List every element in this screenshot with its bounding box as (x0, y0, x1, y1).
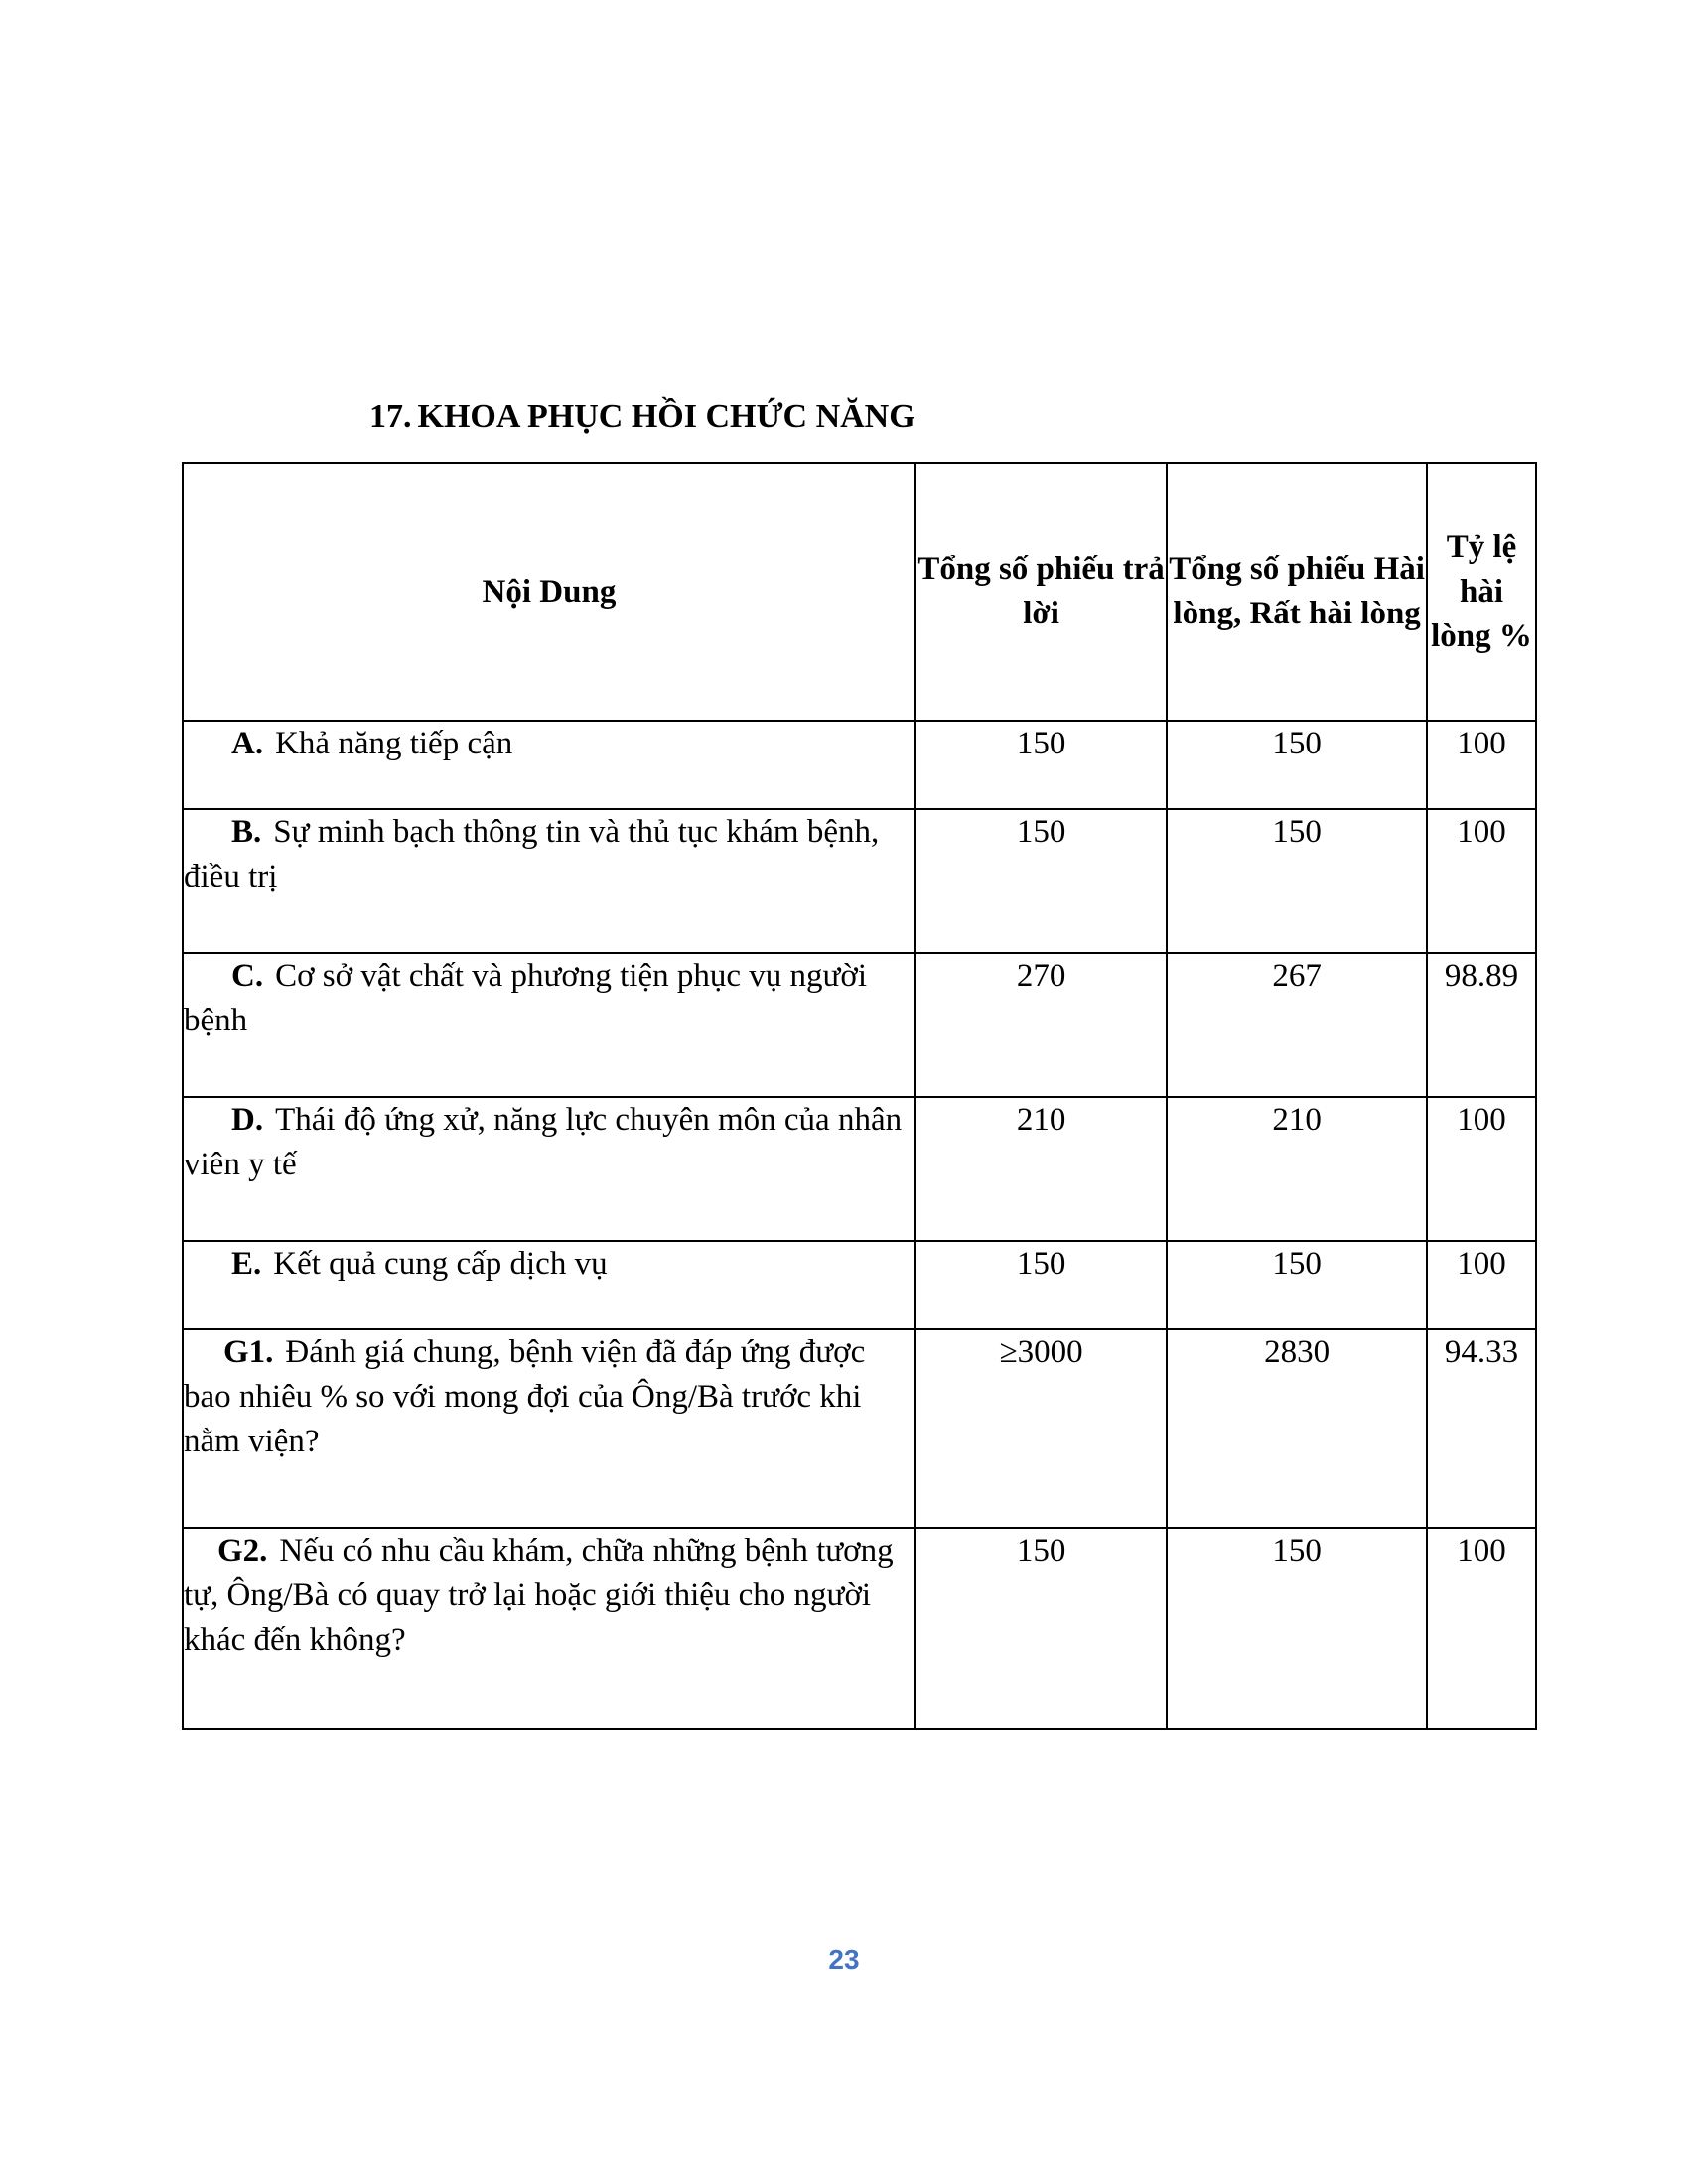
row-satisfied: 150 (1167, 721, 1427, 809)
table-row (183, 1097, 1536, 1241)
row-code: G2. (217, 1533, 268, 1569)
row-satisfied: 210 (1167, 1097, 1427, 1241)
table-row (183, 809, 1536, 953)
table-row (183, 721, 1536, 809)
row-code: D. (231, 1102, 264, 1138)
section-title-text: KHOA PHỤC HỒI CHỨC NĂNG (417, 398, 915, 435)
header-content: Nội Dung (183, 463, 915, 721)
row-total: 210 (915, 1097, 1167, 1241)
row-satisfied: 150 (1167, 809, 1427, 953)
row-text: Nếu có nhu cầu khám, chữa những bệnh tương tự, Ông/Bà có quay trở lại hoặc giới thiệu cho người khác đến không? (184, 1533, 894, 1658)
row-content (183, 1097, 915, 1241)
row-total: 270 (915, 953, 1167, 1097)
header-total-responses: Tổng số phiếu trả lời (915, 463, 1167, 721)
table-header-row (183, 463, 1536, 721)
row-rate: 100 (1427, 1241, 1536, 1329)
row-content (183, 953, 915, 1097)
row-content (183, 1329, 915, 1528)
row-rate: 98.89 (1427, 953, 1536, 1097)
row-content (183, 1528, 915, 1729)
row-rate: 100 (1427, 721, 1536, 809)
header-satisfied-responses: Tổng số phiếu Hài lòng, Rất hài lòng (1167, 463, 1427, 721)
row-content (183, 809, 915, 953)
row-satisfied: 267 (1167, 953, 1427, 1097)
row-code: G1. (223, 1334, 274, 1370)
row-text: Kết quả cung cấp dịch vụ (273, 1246, 608, 1282)
row-code: C. (231, 958, 264, 994)
section-number: 17. (369, 398, 412, 435)
row-text: Khả năng tiếp cận (275, 726, 513, 761)
row-total: 150 (915, 1528, 1167, 1729)
row-rate: 100 (1427, 809, 1536, 953)
row-total: 150 (915, 1241, 1167, 1329)
row-rate: 100 (1427, 1528, 1536, 1729)
row-rate: 94.33 (1427, 1329, 1536, 1528)
row-content (183, 1241, 915, 1329)
row-total: 150 (915, 809, 1167, 953)
row-text: Cơ sở vật chất và phương tiện phục vụ người bệnh (184, 958, 867, 1038)
row-content (183, 721, 915, 809)
row-satisfied: 150 (1167, 1528, 1427, 1729)
header-satisfaction-rate: Tỷ lệ hài lòng % (1427, 463, 1536, 721)
row-text: Sự minh bạch thông tin và thủ tục khám bệnh, điều trị (184, 814, 880, 894)
row-code: A. (231, 726, 264, 761)
row-rate: 100 (1427, 1097, 1536, 1241)
table-row (183, 1528, 1536, 1729)
section-title (369, 395, 915, 439)
row-code: E. (231, 1246, 262, 1282)
row-code: B. (231, 814, 262, 850)
row-satisfied: 2830 (1167, 1329, 1427, 1528)
row-text: Đánh giá chung, bệnh viện đã đáp ứng được bao nhiêu % so với mong đợi của Ông/Bà trước khi nằm viện? (184, 1334, 866, 1459)
row-satisfied: 150 (1167, 1241, 1427, 1329)
row-text: Thái độ ứng xử, năng lực chuyên môn của nhân viên y tế (184, 1102, 903, 1182)
satisfaction-table (182, 462, 1537, 1730)
row-total: ≥3000 (915, 1329, 1167, 1528)
table-row (183, 1329, 1536, 1528)
table-row (183, 953, 1536, 1097)
row-total: 150 (915, 721, 1167, 809)
table-row (183, 1241, 1536, 1329)
page-number: 23 (828, 1944, 860, 1975)
